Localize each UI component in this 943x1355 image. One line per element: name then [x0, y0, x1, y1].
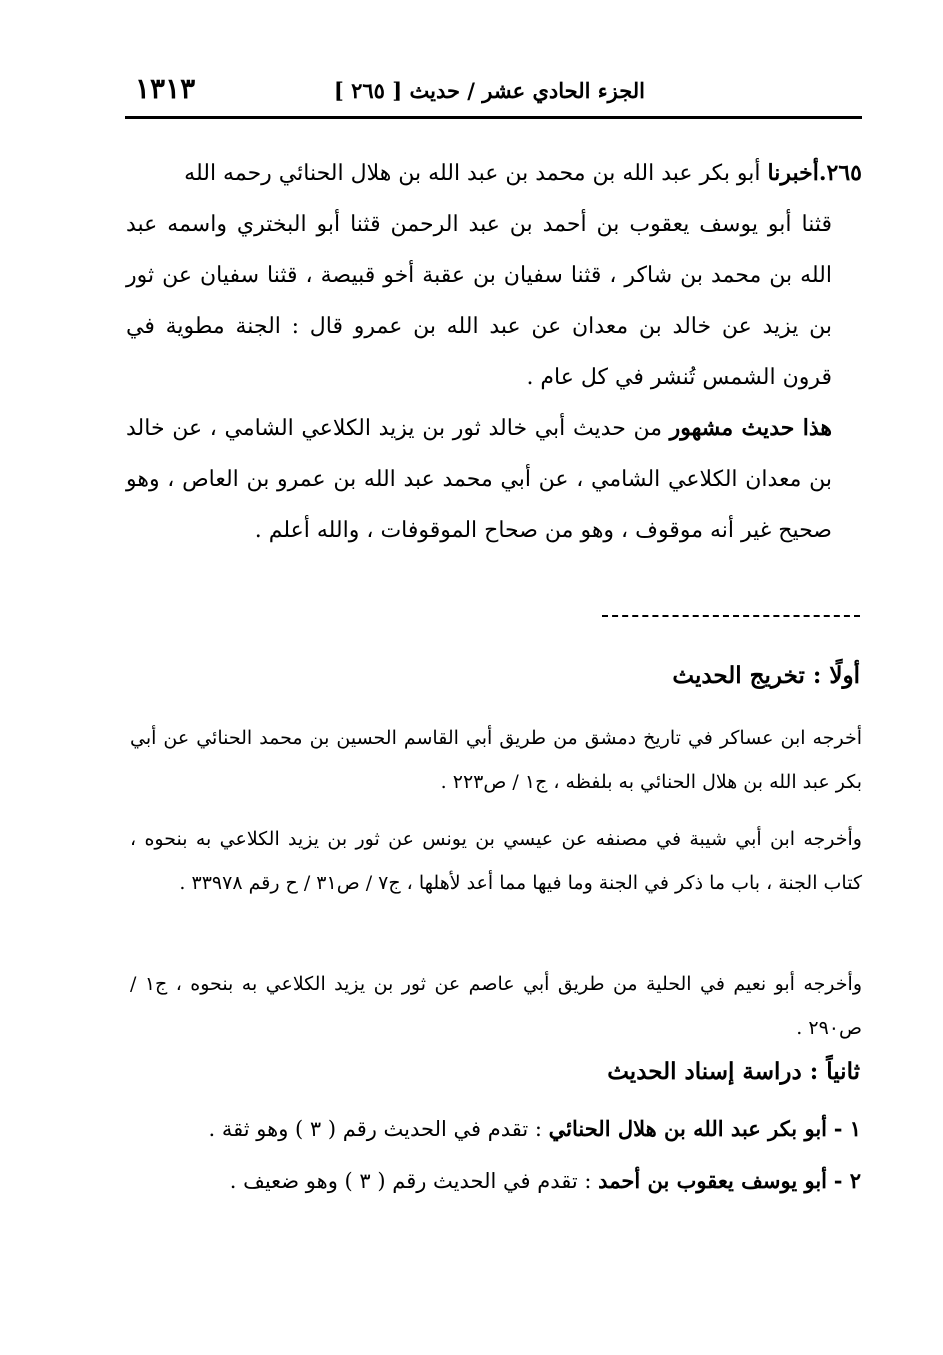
header-rule [125, 116, 862, 119]
narrator-note: : تقدم في الحديث رقم ( ٣ ) وهو ضعيف . [229, 1169, 592, 1193]
hadith-intro-word: أخبرنا [767, 160, 819, 186]
footnote-divider [602, 615, 860, 617]
narrator-item [230, 1168, 861, 1193]
narrator-name: أبو يوسف يعقوب بن أحمد [598, 1168, 827, 1193]
page-header [125, 72, 860, 112]
narrator-number: ١ - [833, 1116, 861, 1141]
hadith-paragraph [126, 148, 862, 199]
narrator-item [209, 1116, 861, 1141]
takhrij-entry-3 [130, 962, 862, 1050]
hadith-comment-bold: هذا حديث مشهور [669, 415, 832, 441]
hadith-text [126, 148, 862, 556]
takhrij-entry-1 [130, 716, 862, 804]
hadith-line-1: أبو بكر عبد الله بن محمد بن عبد الله بن هلال الحنائي رحمه الله [184, 161, 761, 186]
takhrij-entry-text: أخرجه ابن عساكر في تاريخ دمشق من طريق أبي القاسم الحسين بن محمد الحنائي عن أبي بكر عبد الله بن هلال الحنائي به بلفظه ، ج١ / ص٢٢٣ . [130, 727, 862, 793]
narrator-note: : تقدم في الحديث رقم ( ٣ ) وهو ثقة . [208, 1117, 542, 1141]
hadith-comment [126, 403, 862, 556]
narrator-number: ٢ - [833, 1168, 861, 1193]
takhrij-title: أولًا : تخريج الحديث [672, 662, 860, 689]
takhrij-entry-text: وأخرجه أبو نعيم في الحلية من طريق أبي عاصم عن ثور بن يزيد الكلاعي به بنحوه ، ج١ / ص٢٩٠ . [130, 973, 862, 1039]
isnad-title: ثانياً : دراسة إسناد الحديث [607, 1058, 860, 1085]
hadith-isnad-matn: قثنا أبو يوسف يعقوب بن أحمد بن عبد الرحمن قثنا أبو البختري واسمه عبد الله بن محمد بن شاكر ، قثنا سفيان بن عقبة أخو قبيصة ، قثنا سفيان عن ثور بن يزيد عن خالد بن معدان عن عبد الله بن عمرو قال : الجنة مطوية في قرون الشمس تُنشر في كل عام . [126, 212, 832, 390]
hadith-comment-text: من حديث أبي خالد ثور بن يزيد الكلاعي الشامي ، عن خالد بن معدان الكلاعي الشامي ، عن أبي محمد عبد الله بن عمرو بن العاص ، وهو صحيح غير أنه موقوف ، وهو من صحاح الموقوفات ، والله أعلم . [126, 416, 832, 543]
takhrij-entry-text: وأخرجه ابن أبي شيبة في مصنفه عن عيسي بن يونس عن ثور بن يزيد الكلاعي به بنحوه ، كتاب الجنة ، باب ما ذكر في الجنة وما فيها مما أعد لأهلها ، ج٧ / ص٣١ / ح رقم ٣٣٩٧٨ . [130, 828, 862, 894]
narrator-name: أبو بكر عبد الله بن هلال الحنائي [548, 1116, 827, 1141]
page-number: ١٣١٣ [135, 72, 196, 105]
running-title: الجزء الحادي عشر / حديث [ ٢٦٥ ] [333, 78, 645, 103]
hadith-number: ٢٦٥. [818, 160, 862, 186]
takhrij-entry-2 [130, 817, 862, 905]
